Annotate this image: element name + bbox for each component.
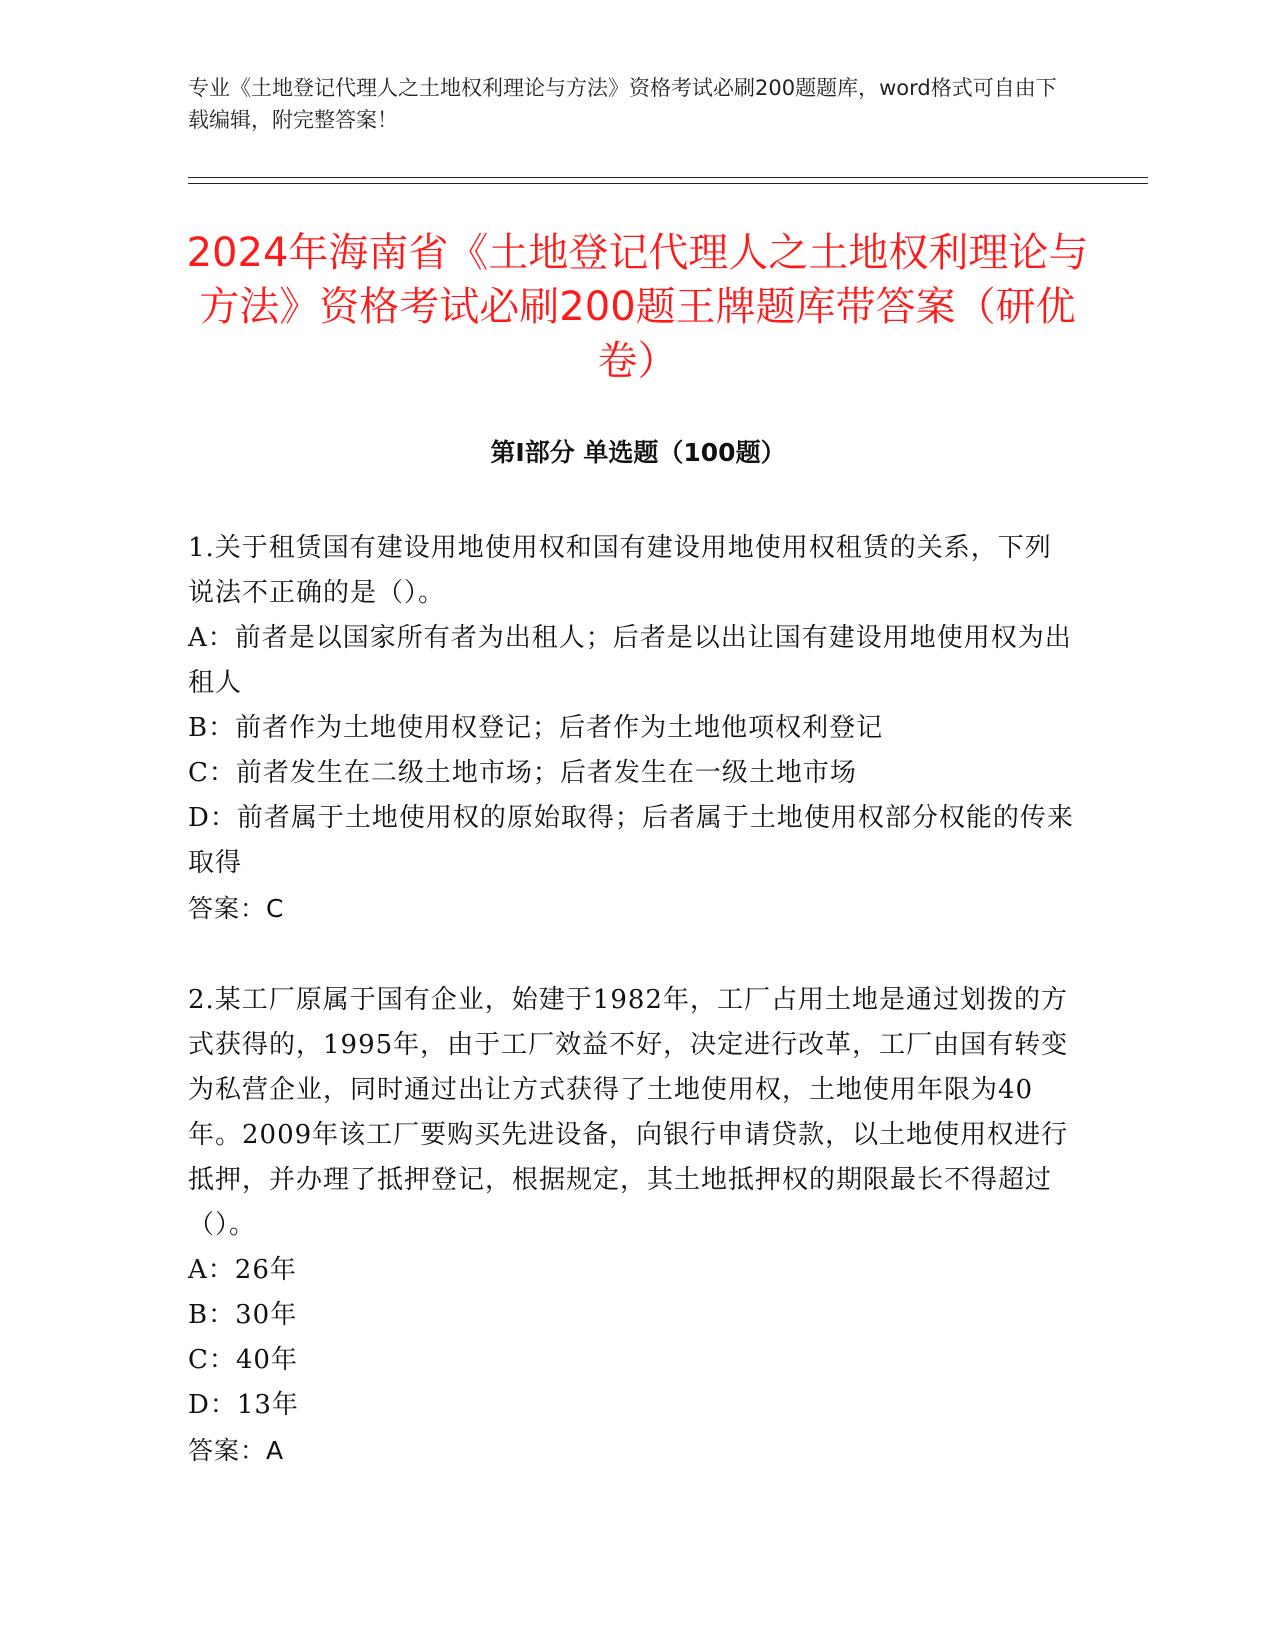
- header-divider-top: [188, 177, 1148, 178]
- section-heading: 第I部分 单选题（100题）: [490, 438, 786, 467]
- header-divider-bottom: [188, 183, 1148, 184]
- question-text: 1.关于租赁国有建设用地使用权和国有建设用地使用权租赁的关系，下列说法不正确的是（）。: [188, 533, 1052, 608]
- option-d: D：前者属于土地使用权的原始取得；后者属于土地使用权部分权能的传来取得: [188, 803, 1074, 878]
- answer: 答案：C: [188, 894, 285, 923]
- option-b: B：前者作为土地使用权登记；后者作为土地他项权利登记: [188, 713, 884, 743]
- option-a: A：前者是以国家所有者为出租人；后者是以出让国有建设用地使用权为出租人: [188, 623, 1072, 698]
- option-a: A：26年: [188, 1255, 297, 1285]
- document-title: 2024年海南省《土地登记代理人之土地权利理论与方法》资格考试必刷200题王牌题库带答案（研优卷）: [186, 230, 1089, 384]
- option-c: C：前者发生在二级土地市场；后者发生在一级土地市场: [188, 758, 857, 788]
- question-2: [188, 978, 1078, 1473]
- question-1: [188, 526, 1078, 931]
- answer: 答案：A: [188, 1436, 285, 1465]
- option-b: B：30年: [188, 1300, 298, 1330]
- question-text: 2.某工厂原属于国有企业，始建于1982年，工厂占用土地是通过划拨的方式获得的，1995年，由于工厂效益不好，决定进行改革，工厂由国有转变为私营企业，同时通过出让方式获得了土地使用权，土地使用年限为40年。2009年该工厂要购买先进设备，向银行申请贷款，以土地使用权进行抵押，并办理了抵押登记，根据规定，其土地抵押权的期限最长不得超过（）。: [188, 985, 1069, 1240]
- option-c: C：40年: [188, 1345, 298, 1375]
- header-note: 专业《土地登记代理人之土地权利理论与方法》资格考试必刷200题题库，word格式可自由下载编辑，附完整答案！: [188, 76, 1057, 132]
- option-d: D：13年: [188, 1390, 299, 1420]
